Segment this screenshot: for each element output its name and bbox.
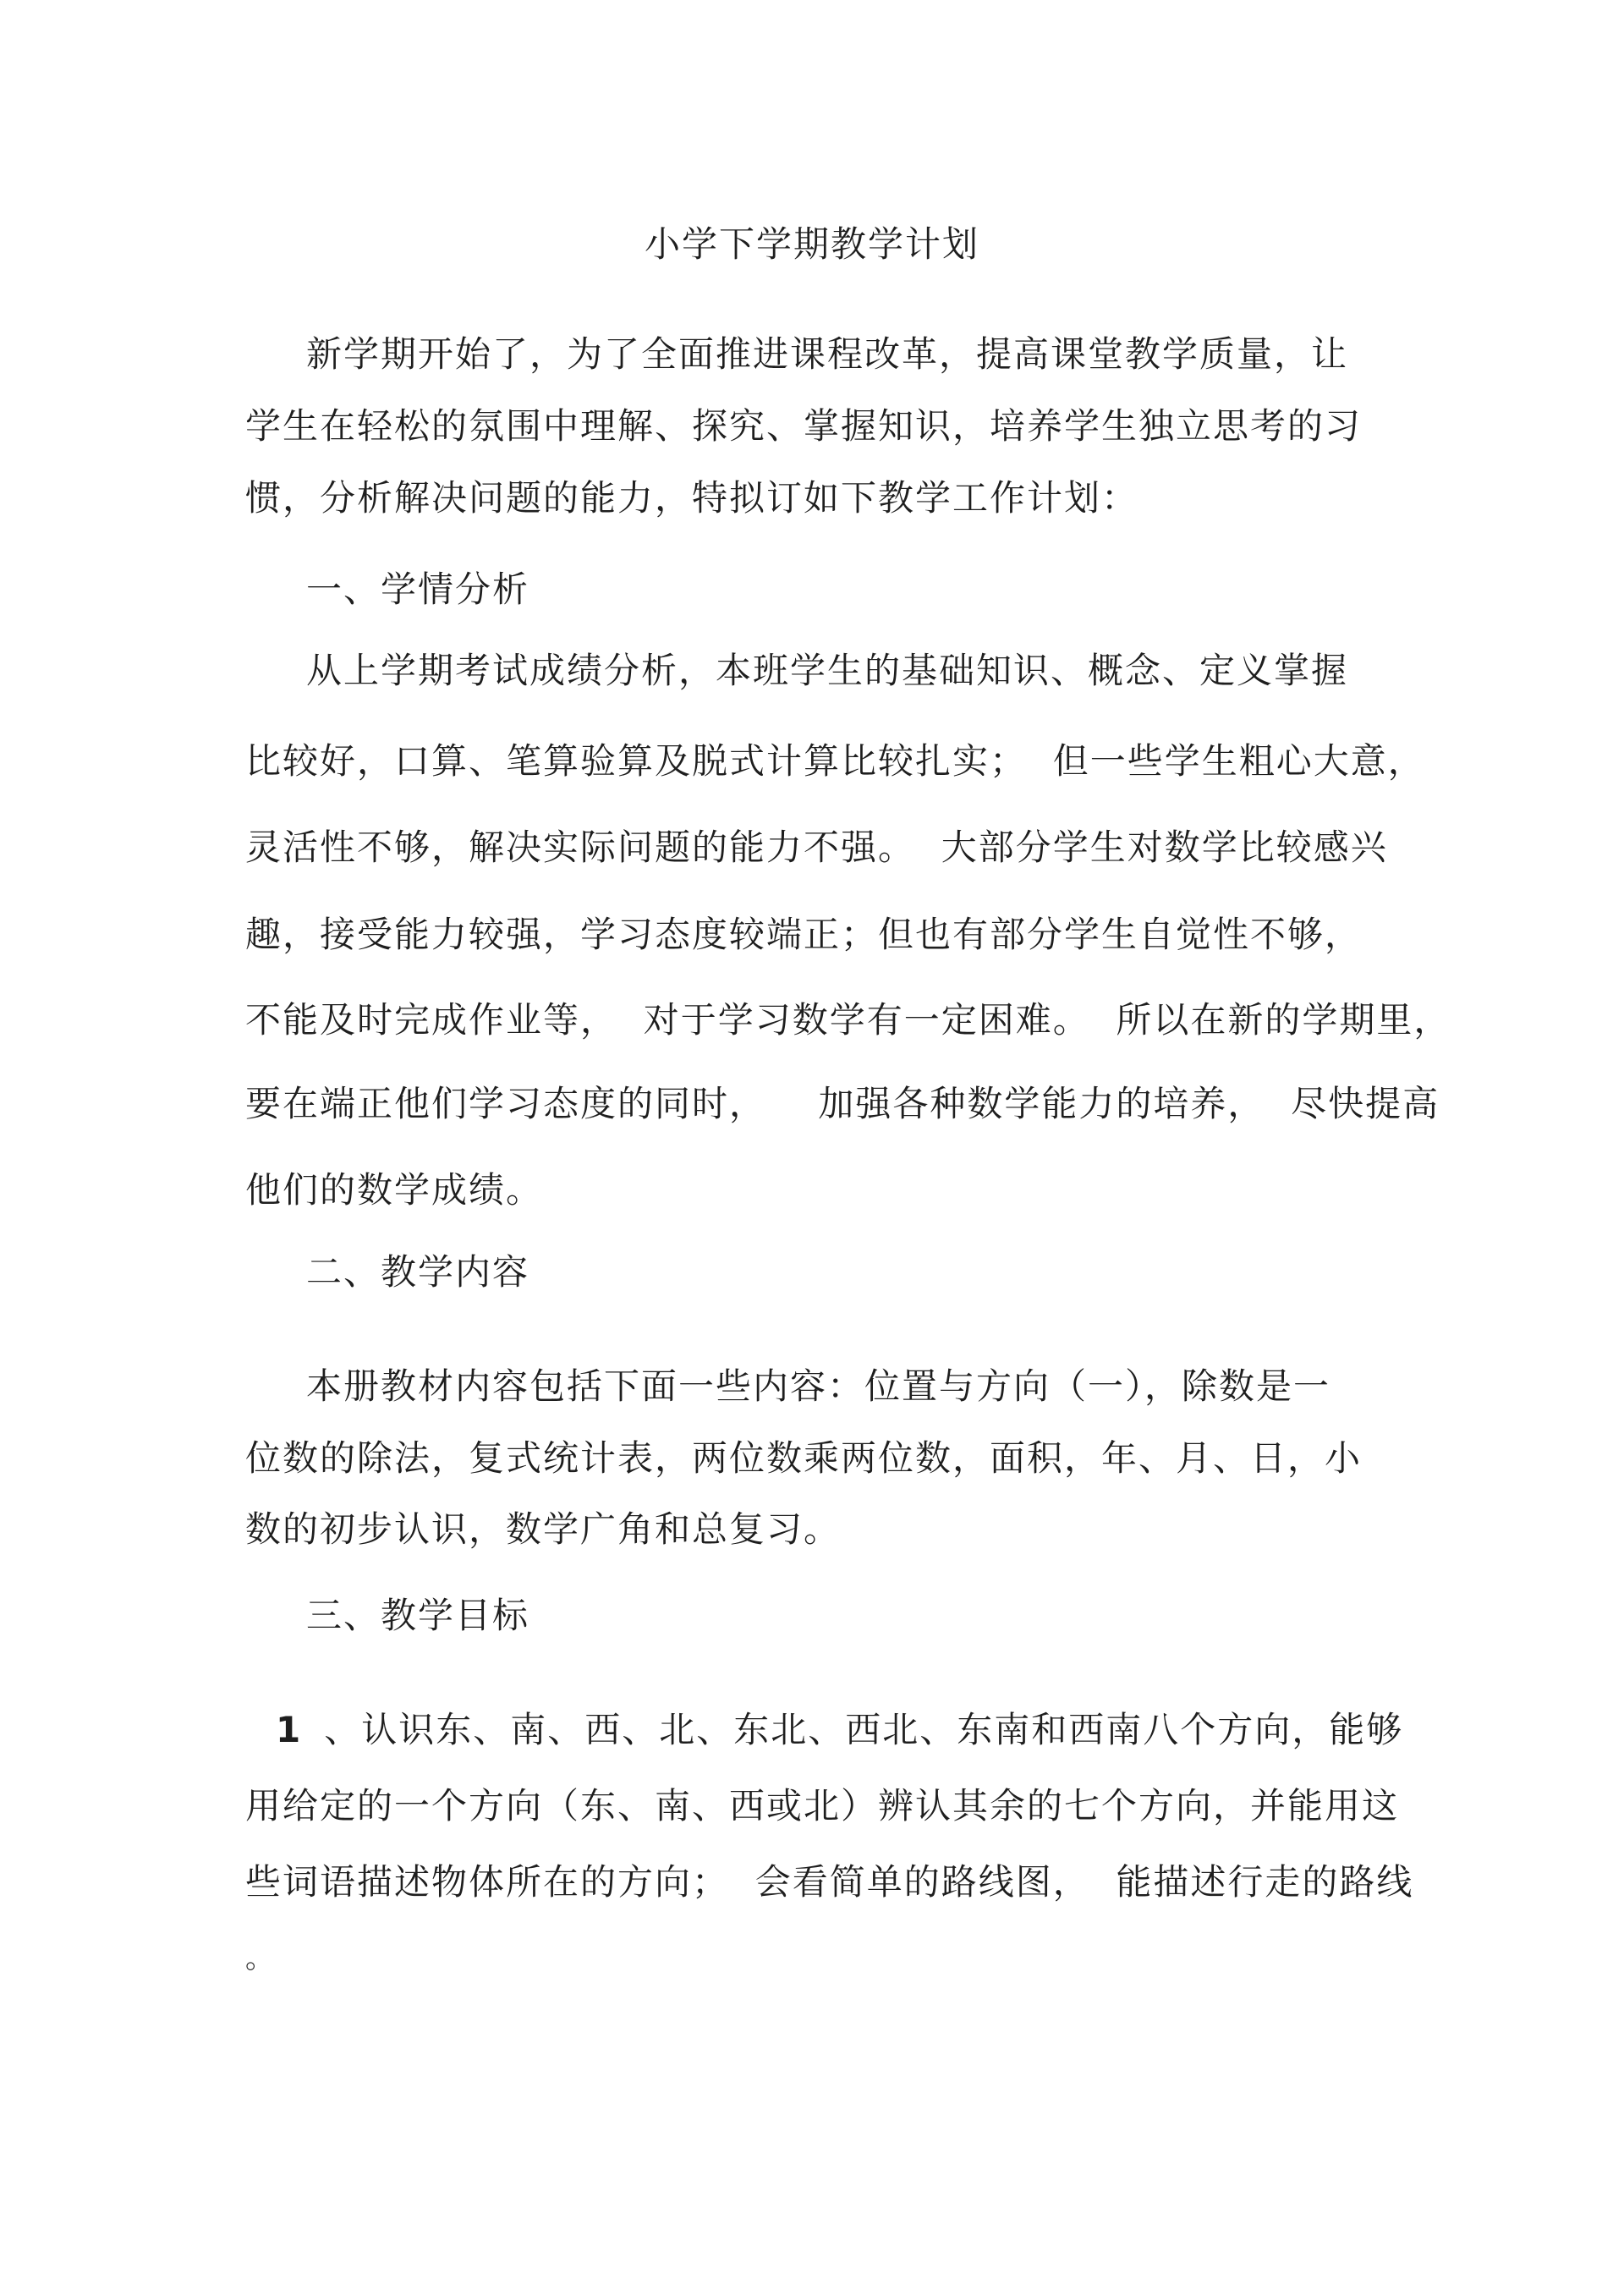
document-title: 小学下学期教学计划 bbox=[644, 223, 979, 265]
item-1-first-line bbox=[276, 1707, 1403, 1753]
section2-line-1: 本册教材内容包括下面一些内容：位置与方向（一），除数是一 bbox=[306, 1365, 1331, 1407]
section1-line-3: 灵活性不够，解决实际问题的能力不强。 大部分学生对数学比较感兴 bbox=[245, 827, 1388, 868]
section1-line-1: 从上学期考试成绩分析，本班学生的基础知识、概念、定义掌握 bbox=[306, 650, 1349, 691]
section2-line-3: 数的初步认识，数学广角和总复习。 bbox=[245, 1508, 842, 1550]
section1-line-4: 趣，接受能力较强，学习态度较端正；但也有部分学生自觉性不够， bbox=[245, 914, 1363, 955]
intro-line-1: 新学期开始了，为了全面推进课程改革，提高课堂教学质量，让 bbox=[306, 333, 1349, 375]
item-1-text: 、认识东、南、西、北、东北、西北、东南和西南八个方向，能够 bbox=[324, 1709, 1404, 1750]
section-heading-2: 二、教学内容 bbox=[306, 1251, 530, 1293]
item-1-line-3: 些词语描述物体所在的方向； 会看简单的路线图， 能描述行走的路线 bbox=[245, 1861, 1414, 1903]
section-heading-1: 一、学情分析 bbox=[306, 569, 530, 610]
section-heading-3: 三、教学目标 bbox=[306, 1595, 530, 1636]
section1-line-7: 他们的数学成绩。 bbox=[245, 1169, 544, 1211]
item-1-line-2: 用给定的一个方向（东、南、西或北）辨认其余的七个方向，并能用这 bbox=[245, 1785, 1400, 1826]
section1-line-6: 要在端正他们学习态度的同时， 加强各种数学能力的培养， 尽快提高 bbox=[245, 1083, 1440, 1124]
section1-line-5: 不能及时完成作业等， 对于学习数学有一定困难。 所以在新的学期里， bbox=[245, 999, 1451, 1041]
item-1-line-4: 。 bbox=[245, 1942, 276, 1975]
section2-line-2: 位数的除法，复式统计表，两位数乘两位数，面积，年、月、日，小 bbox=[245, 1437, 1363, 1479]
intro-line-3: 惯，分析解决问题的能力，特拟订如下教学工作计划： bbox=[245, 477, 1139, 519]
intro-line-2: 学生在轻松的氛围中理解、探究、掌握知识，培养学生独立思考的习 bbox=[245, 405, 1363, 447]
item-1-number: 1 bbox=[276, 1709, 303, 1750]
section1-line-2: 比较好，口算、笔算验算及脱式计算比较扎实； 但一些学生粗心大意， bbox=[245, 740, 1425, 782]
